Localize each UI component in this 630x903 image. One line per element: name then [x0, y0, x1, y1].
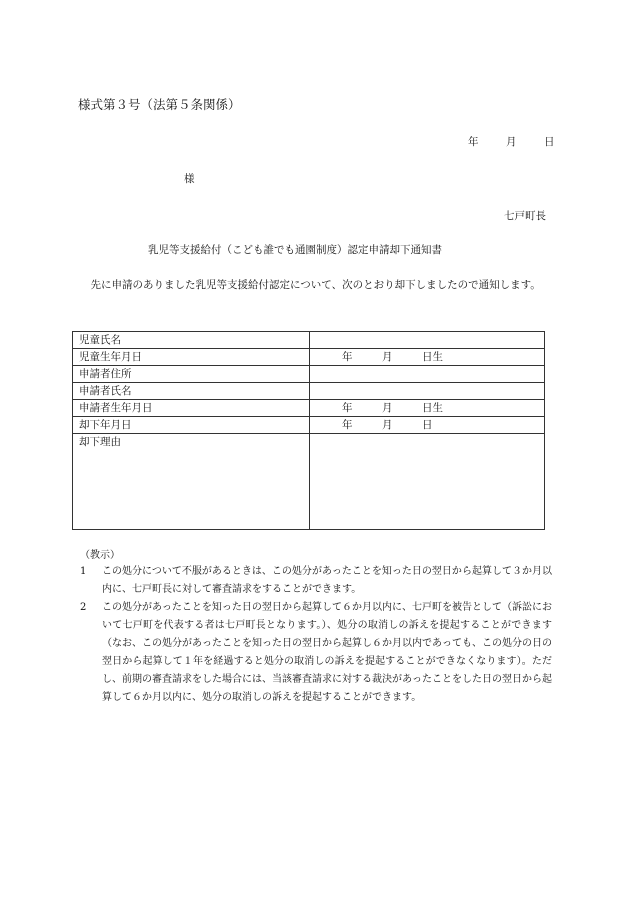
row-label: 児童氏名 [73, 332, 310, 349]
date-part: 年 [342, 351, 353, 363]
notes-heading: （教示） [80, 550, 120, 561]
note-text: この処分があったことを知った日の翌日から起算して６か月以内に、七戸町を被告として（訴訟において七戸町を代表する者は七戸町長となります。）、処分の取消しの訴えを提起することができます（なお、この処分があったことを知った日の翌日から起算し６か月以内であっても、この処分の日の翌日から起算して１年を経過すると処分の取消しの訴えを提起することができなくなります）。ただし、前期の審査請求をした場合には、当該審査請求に対する裁決があったことをした日の翌日から起算して６か月以内に、処分の取消しの訴えを提起することができます。 [102, 602, 552, 703]
date-part: 月 [382, 351, 393, 363]
note-item [80, 599, 552, 707]
row-label: 申請者生年月日 [73, 400, 310, 417]
row-value [310, 417, 545, 434]
date-part: 日 [422, 419, 433, 431]
date-day: 日 [544, 136, 555, 148]
date-part: 月 [382, 419, 393, 431]
date-month: 月 [506, 136, 517, 148]
table-row [73, 366, 545, 383]
row-value [310, 349, 545, 366]
date-part: 月 [382, 402, 393, 414]
table-row [73, 417, 545, 434]
date-line [468, 134, 555, 149]
row-label: 却下理由 [73, 434, 310, 530]
row-value [310, 383, 545, 400]
info-table [72, 331, 545, 530]
row-value [310, 400, 545, 417]
note-text: この処分について不服があるときは、この処分があったことを知った日の翌日から起算して３か月以内に、七戸町長に対して審査請求をすることができます。 [102, 566, 552, 595]
row-value [310, 434, 545, 530]
document-title: 乳児等支援給付（こども誰でも通園制度）認定申請却下通知書 [148, 244, 442, 256]
row-label: 申請者氏名 [73, 383, 310, 400]
row-label: 却下年月日 [73, 417, 310, 434]
note-number: 1 [80, 566, 87, 577]
row-value [310, 366, 545, 383]
date-year: 年 [468, 136, 479, 148]
row-value [310, 332, 545, 349]
note-item [80, 563, 552, 599]
table-row [73, 400, 545, 417]
notice-paragraph: 先に申請のありました乳児等支援給付認定について、次のとおり却下しましたので通知します。 [90, 279, 541, 291]
row-label: 児童生年月日 [73, 349, 310, 366]
form-number: 様式第３号（法第５条関係） [78, 97, 241, 112]
date-part: 年 [342, 419, 353, 431]
addressee: 様 [184, 173, 195, 185]
table-row [73, 434, 545, 530]
issuer: 七戸町長 [504, 210, 546, 222]
table-row [73, 332, 545, 349]
table-row [73, 383, 545, 400]
date-part: 日生 [422, 351, 443, 363]
note-number: 2 [80, 602, 87, 613]
date-part: 年 [342, 402, 353, 414]
row-label: 申請者住所 [73, 366, 310, 383]
table-row [73, 349, 545, 366]
date-part: 日生 [422, 402, 443, 414]
